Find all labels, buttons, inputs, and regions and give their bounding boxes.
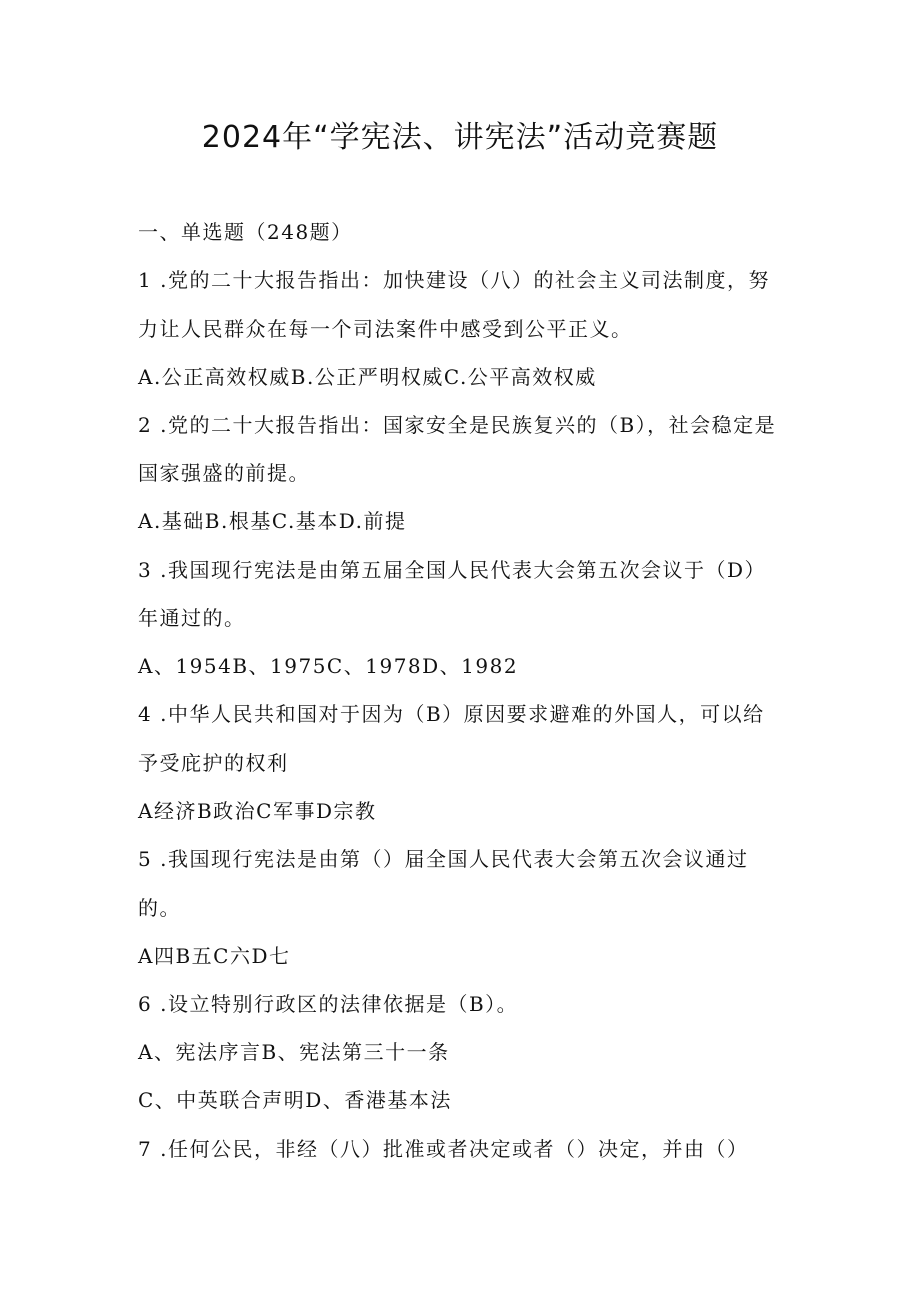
answer-options: A、宪法序言B、宪法第三十一条: [138, 1040, 450, 1064]
page-title: 2024年“学宪法、讲宪法”活动竞赛题: [201, 120, 719, 155]
question-line: 4 .中华人民共和国对于因为（B）原因要求避难的外国人，可以给: [138, 702, 765, 726]
question-line: 3 .我国现行宪法是由第五届全国人民代表大会第五次会议于（D）: [138, 558, 766, 582]
question-line: 5 .我国现行宪法是由第（）届全国人民代表大会第五次会议通过: [138, 847, 749, 871]
question-line: 的。: [138, 896, 181, 920]
question-line: 年通过的。: [138, 606, 246, 630]
question-line: 2 .党的二十大报告指出：国家安全是民族复兴的（B），社会稳定是: [138, 413, 777, 437]
question-line: 力让人民群众在每一个司法案件中感受到公平正义。: [138, 317, 633, 341]
answer-options: A、1954B、1975C、1978D、1982: [138, 654, 519, 678]
question-line: 7 .任何公民，非经（八）批准或者决定或者（）决定，并由（）: [138, 1137, 749, 1161]
answer-options: A.基础B.根基C.基本D.前提: [138, 509, 407, 533]
question-line: 国家强盛的前提。: [138, 461, 310, 485]
section-heading: 一、单选题（248题）: [138, 220, 353, 244]
answer-options: A四B五C六D七: [138, 944, 291, 968]
question-line: 1 .党的二十大报告指出：加快建设（八）的社会主义司法制度，努: [138, 268, 770, 292]
question-line: 6 .设立特别行政区的法律依据是（B）。: [138, 992, 519, 1016]
question-line: 予受庇护的权利: [138, 751, 289, 775]
answer-options: A经济B政治C军事D宗教: [138, 799, 377, 823]
answer-options: A.公正高效权威B.公正严明权威C.公平高效权威: [138, 365, 597, 389]
answer-options: C、中英联合声明D、香港基本法: [138, 1088, 452, 1112]
